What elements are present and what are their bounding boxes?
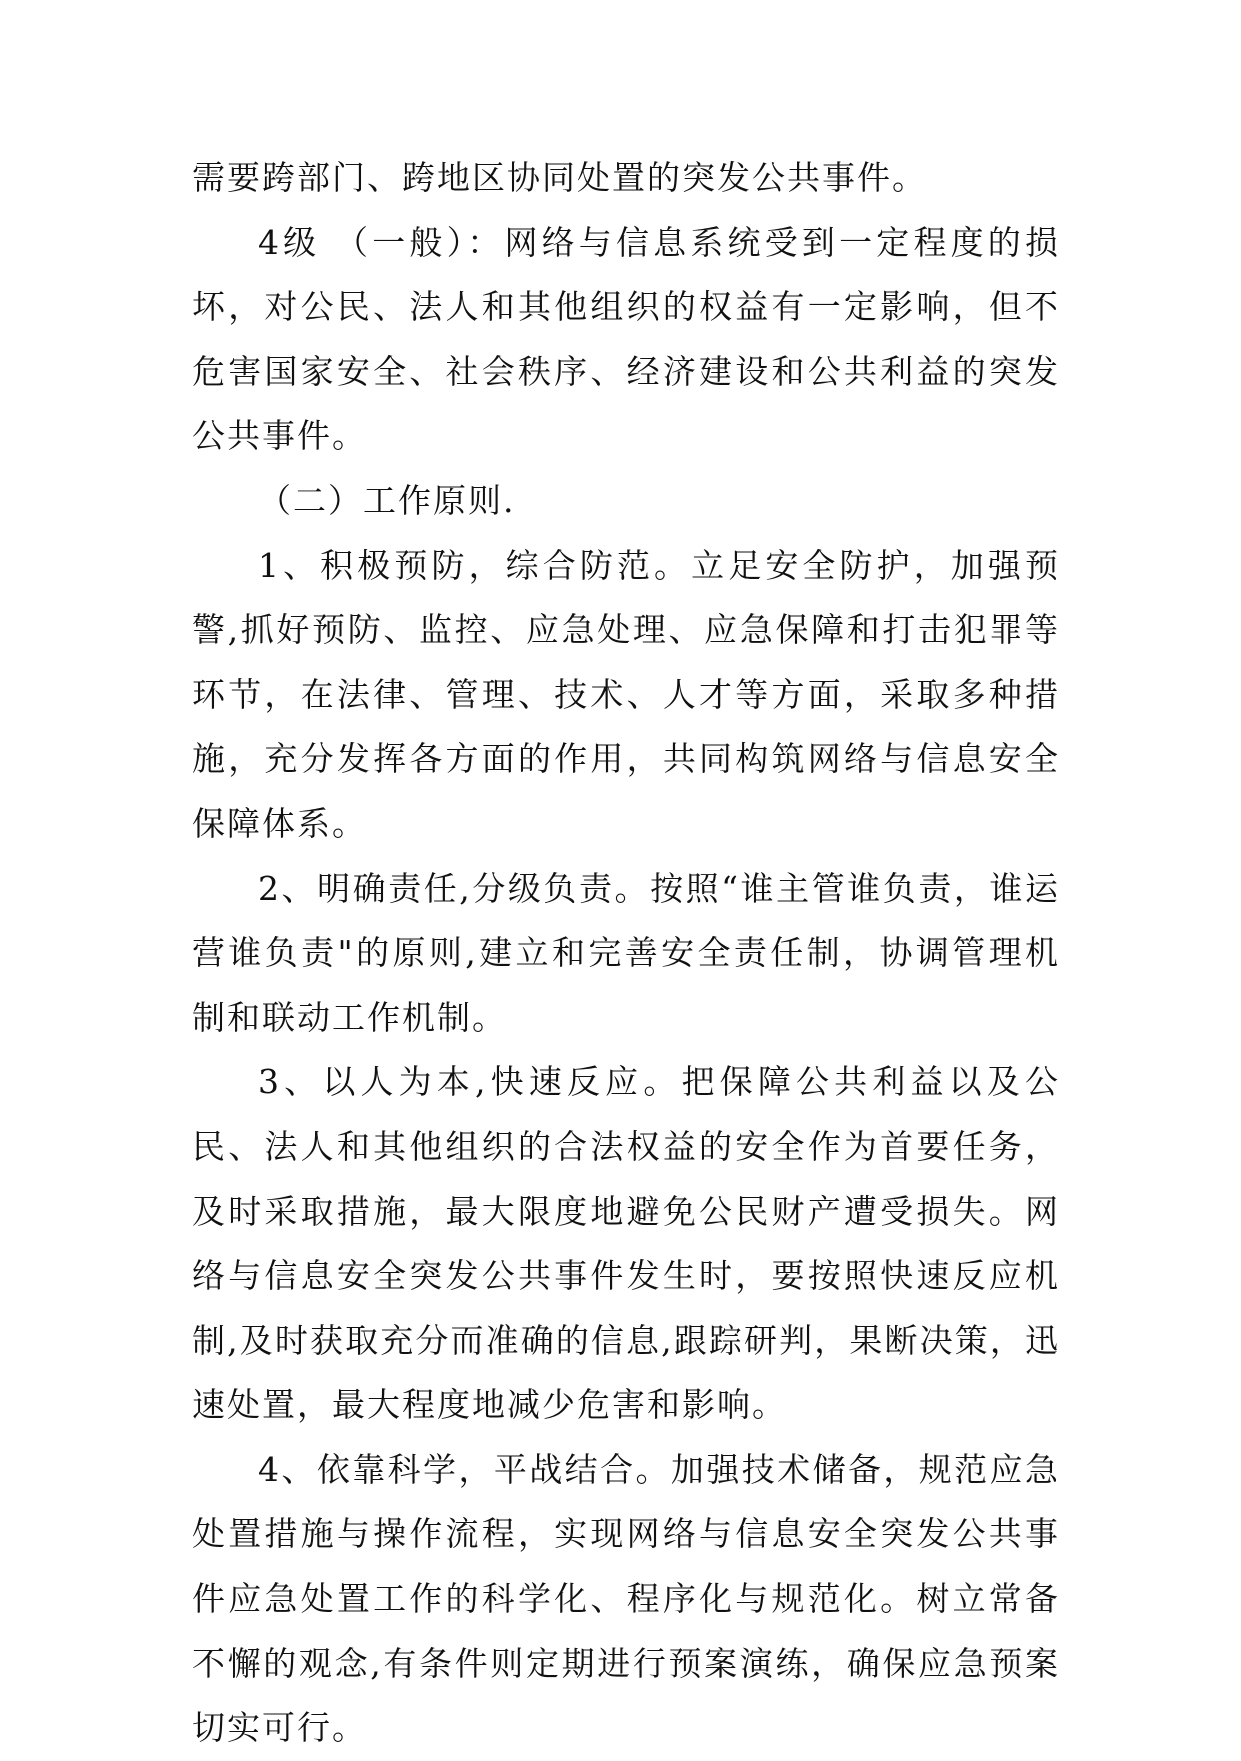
paragraph-principle-4: 4、依靠科学，平战结合。加强技术储备，规范应急处置措施与操作流程，实现网络与信息安全突发公共事件应急处置工作的科学化、程序化与规范化。树立常备不懈的观念,有条件则定期进行预案演练，确保应急预案切实可行。 bbox=[192, 1449, 1060, 1748]
section-heading-work-principles: （二）工作原则. bbox=[258, 480, 516, 520]
paragraph-principle-3: 3、以人为本,快速反应。把保障公共利益以及公民、法人和其他组织的合法权益的安全作为首要任务，及时采取措施，最大限度地避免公民财产遭受损失。网络与信息安全突发公共事件发生时，要按照快速反应机制,及时获取充分而准确的信息,跟踪研判，果断决策，迅速处置，最大程度地减少危害和影响。 bbox=[192, 1062, 1060, 1425]
document-body bbox=[192, 146, 1060, 1761]
paragraph-level-4: 4级 （一般）：网络与信息系统受到一定程度的损坏，对公民、法人和其他组织的权益有一定影响，但不危害国家安全、社会秩序、经济建设和公共利益的突发公共事件。 bbox=[192, 222, 1060, 456]
paragraph-continuation: 需要跨部门、跨地区协同处置的突发公共事件。 bbox=[192, 158, 927, 197]
paragraph-principle-1: 1、积极预防，综合防范。立足安全防护，加强预警,抓好预防、监控、应急处理、应急保障和打击犯罪等环节，在法律、管理、技术、人才等方面，采取多种措施，充分发挥各方面的作用，共同构筑网络与信息安全保障体系。 bbox=[192, 545, 1060, 843]
paragraph-principle-2: 2、明确责任,分级负责。按照“谁主管谁负责，谁运营谁负责"的原则,建立和完善安全责任制，协调管理机制和联动工作机制。 bbox=[192, 868, 1060, 1037]
